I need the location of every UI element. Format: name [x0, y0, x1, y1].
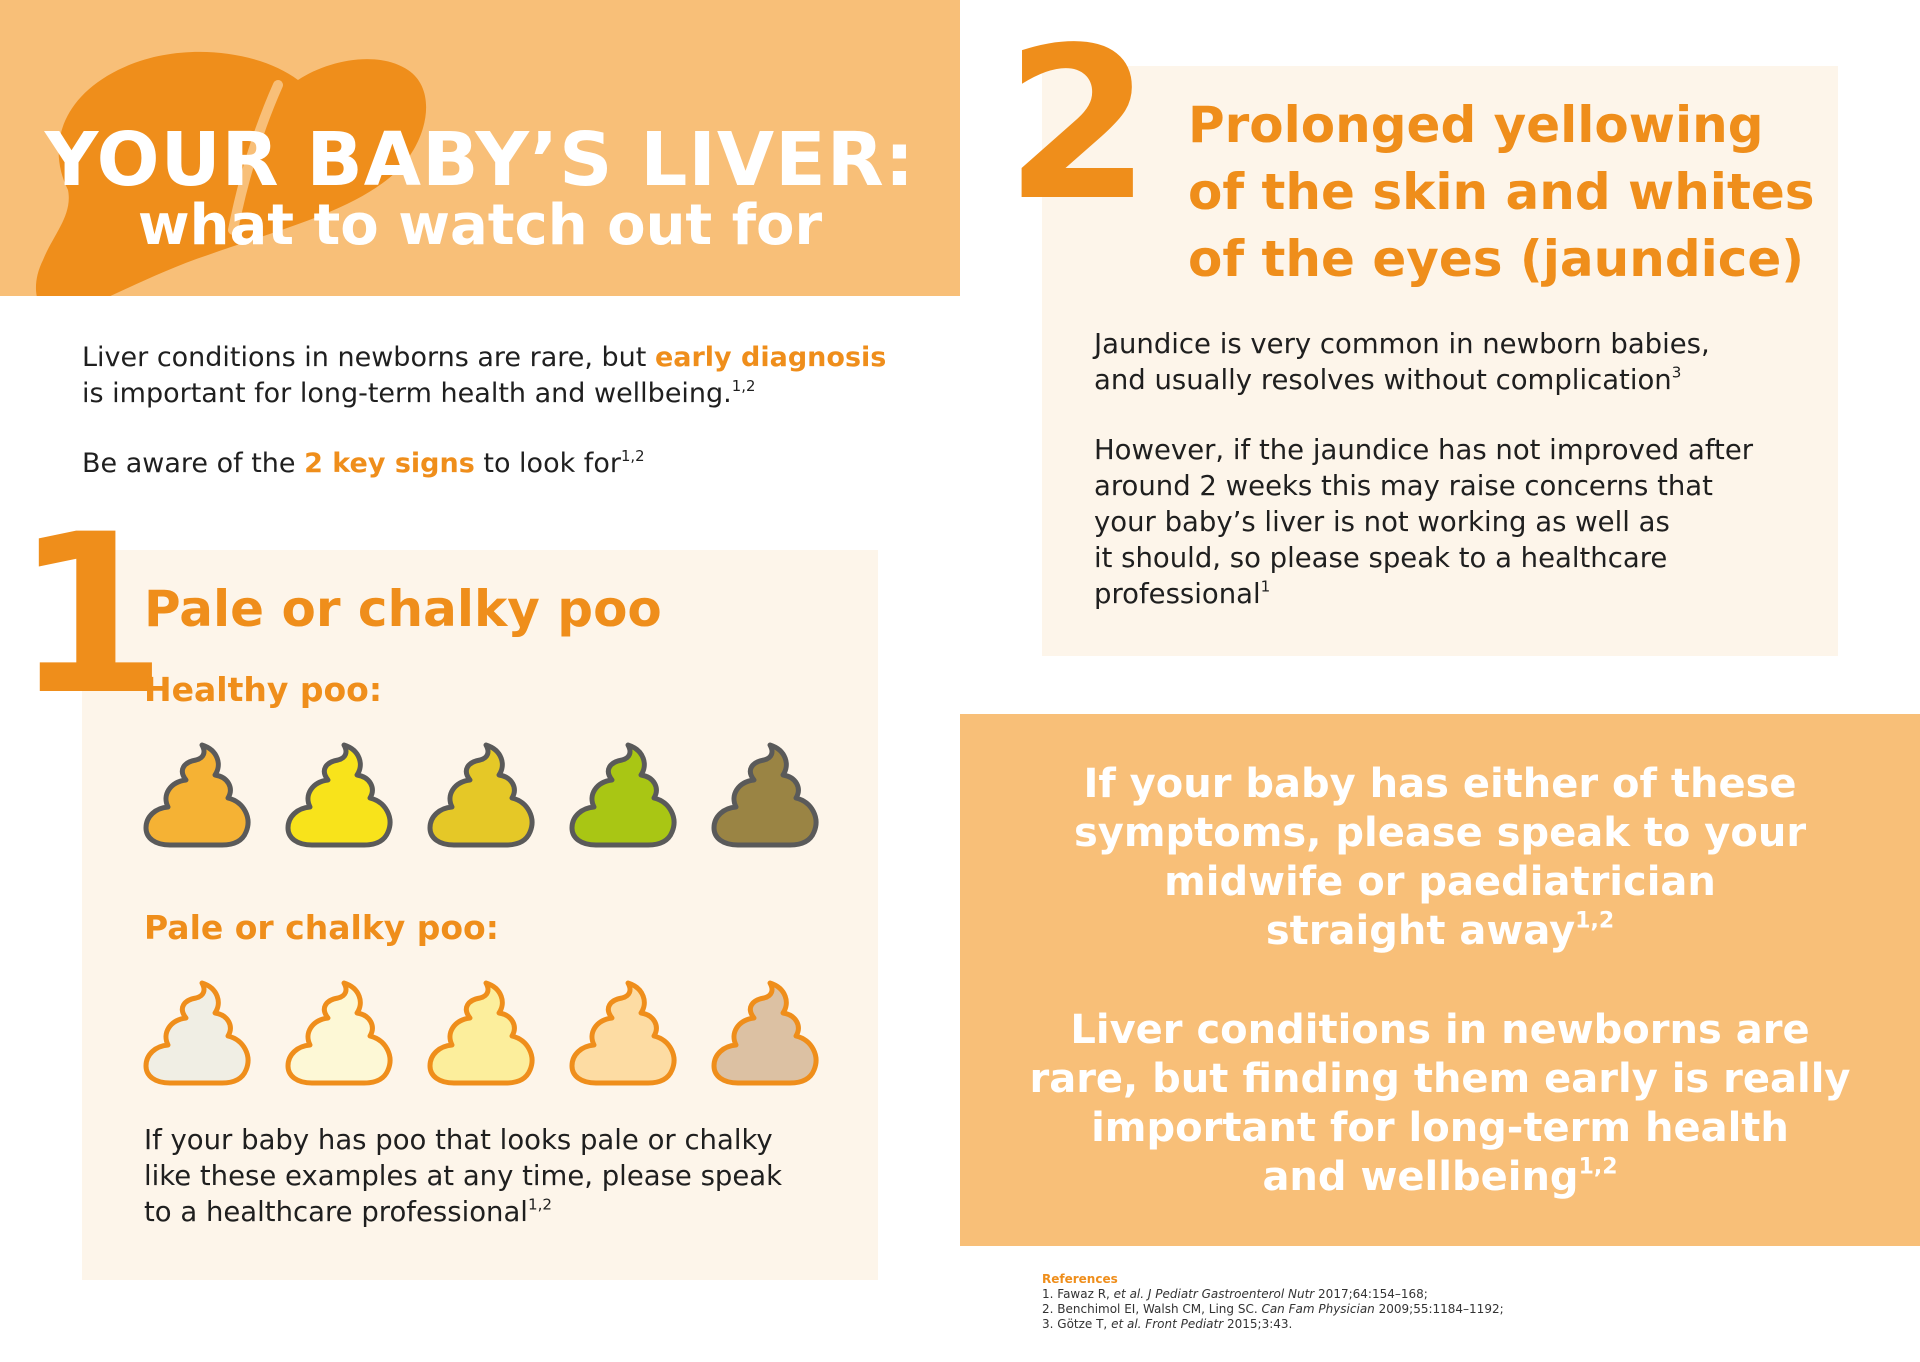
reference-journal: Can Fam Physician: [1261, 1302, 1375, 1316]
sign2-title-line: of the eyes (jaundice): [1188, 230, 1805, 288]
note-line: like these examples at any time, please speak: [144, 1160, 783, 1192]
paragraph-line: However, if the jaundice has not improved after: [1094, 434, 1754, 466]
reference-text: 1. Fawaz R,: [1042, 1287, 1114, 1301]
reference-text: 2015;3:43.: [1223, 1317, 1293, 1331]
healthy-poo-icon: [708, 740, 828, 850]
pale-poo-icon: [708, 978, 828, 1088]
reference-text: 2009;55:1184–1192;: [1374, 1302, 1504, 1316]
reference-superscript: 1,2: [1575, 908, 1615, 934]
paragraph-line: it should, so please speak to a healthcare: [1094, 542, 1668, 574]
pale-poo-icon: [424, 978, 544, 1088]
intro-highlight-early-diagnosis: early diagnosis: [654, 342, 887, 373]
healthy-poo-row: [140, 740, 840, 850]
paragraph-text: and usually resolves without complication: [1094, 364, 1672, 396]
callout-text: and wellbeing: [1262, 1154, 1579, 1200]
paragraph-line: Jaundice is very common in newborn babies,: [1094, 328, 1710, 360]
reference-item: [1042, 1317, 1292, 1331]
pale-poo-row: [140, 978, 840, 1088]
reference-item: [1042, 1302, 1504, 1316]
callout-message-1: [960, 760, 1920, 956]
note-line: If your baby has poo that looks pale or chalky: [144, 1124, 773, 1156]
reference-superscript: 1,2: [731, 376, 756, 395]
sign2-number: 2: [1005, 2, 1152, 247]
reference-journal: et al. Front Pediatr: [1111, 1317, 1224, 1331]
paragraph-text: professional: [1094, 578, 1261, 610]
page-subtitle: what to watch out for: [137, 193, 823, 258]
sign2-paragraph-1: [1094, 326, 1814, 398]
healthy-poo-label: Healthy poo:: [144, 670, 383, 709]
intro-highlight-key-signs: 2 key signs: [304, 448, 475, 479]
sign2-title-line: Prolonged yellowing: [1188, 96, 1764, 154]
paragraph-line: [1094, 576, 1814, 612]
paragraph-line: [1094, 362, 1814, 398]
callout-line: Liver conditions in newborns are: [1070, 1007, 1810, 1053]
callout-text: straight away: [1265, 908, 1576, 954]
paragraph-line: your baby’s liver is not working as well as: [1094, 506, 1670, 538]
healthy-poo-icon: [282, 740, 402, 850]
sign2-paragraph-2: [1094, 432, 1814, 612]
reference-text: 2. Benchimol EI, Walsh CM, Ling SC.: [1042, 1302, 1262, 1316]
healthy-poo-icon: [140, 740, 260, 850]
reference-journal: et al. J Pediatr Gastroenterol Nutr: [1113, 1287, 1315, 1301]
sign1-note: [144, 1122, 864, 1230]
sign2-title-line: of the skin and whites: [1188, 163, 1815, 221]
intro-line-2: [82, 376, 755, 412]
reference-superscript: 1,2: [1578, 1154, 1618, 1180]
callout-line: important for long-term health: [1091, 1105, 1789, 1151]
callout-line: symptoms, please speak to your: [1073, 810, 1807, 856]
healthy-poo-icon: [566, 740, 686, 850]
sign1-title: Pale or chalky poo: [144, 580, 662, 638]
callout-line: [960, 1153, 1920, 1202]
reference-superscript: 3: [1671, 363, 1682, 382]
reference-text: 2017;64:154–168;: [1314, 1287, 1428, 1301]
callout-line: midwife or paediatrician: [1164, 859, 1716, 905]
reference-superscript: 1,2: [620, 446, 645, 465]
sign2-title: [1188, 92, 1828, 293]
callout-message-2: [960, 1006, 1920, 1202]
paragraph-line: around 2 weeks this may raise concerns that: [1094, 470, 1713, 502]
pale-poo-icon: [140, 978, 260, 1088]
callout-line: If your baby has either of these: [1083, 761, 1797, 807]
sign1-number: 1: [14, 487, 168, 743]
pale-poo-label: Pale or chalky poo:: [144, 908, 499, 947]
intro-text: to look for: [474, 448, 621, 479]
note-line: [144, 1194, 864, 1230]
intro-line-3: [82, 446, 645, 482]
intro-line-1: [82, 340, 886, 376]
reference-superscript: 1,2: [527, 1195, 552, 1214]
pale-poo-icon: [566, 978, 686, 1088]
intro-text: Liver conditions in newborns are rare, but: [82, 342, 655, 373]
page-title: YOUR BABY’S LIVER:: [44, 117, 916, 203]
callout-line: [960, 907, 1920, 956]
pale-poo-icon: [282, 978, 402, 1088]
intro-text: Be aware of the: [82, 448, 305, 479]
note-text: to a healthcare professional: [144, 1196, 528, 1228]
references-heading: References: [1042, 1272, 1118, 1286]
reference-superscript: 1: [1260, 577, 1271, 596]
reference-item: [1042, 1287, 1428, 1301]
healthy-poo-icon: [424, 740, 544, 850]
intro-text: is important for long-term health and wellbeing.: [82, 378, 732, 409]
reference-text: 3. Götze T,: [1042, 1317, 1112, 1331]
callout-line: rare, but finding them early is really: [1029, 1056, 1851, 1102]
